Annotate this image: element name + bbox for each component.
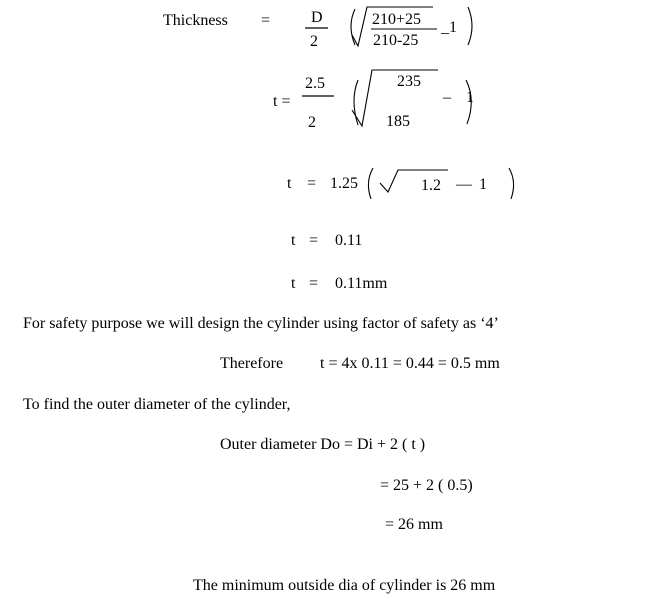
eq2-root-numerator: 235 [397, 73, 421, 90]
safety-factor-sentence: For safety purpose we will design the cylinder using factor of safety as ‘4’ [23, 315, 499, 332]
eq1-root-numerator: 210+25 [372, 11, 422, 28]
eq1-lhs: Thickness [163, 12, 228, 29]
eq2-one: 1 [466, 89, 474, 106]
eq3-lhs: t [287, 175, 292, 192]
eq4-equals: = [309, 232, 319, 249]
eq1-frac-denominator: 2 [310, 33, 318, 50]
therefore-expression: t = 4x 0.11 = 0.44 = 0.5 mm [320, 355, 500, 372]
conclusion-sentence: The minimum outside dia of cylinder is 26 mm [193, 577, 496, 594]
eq5-value: 0.11mm [335, 275, 388, 292]
eq3-root-value: 1.2 [421, 177, 441, 194]
eq1-frac-numerator: D [311, 9, 323, 26]
eq2-root-denominator: 185 [386, 113, 410, 130]
outer-diameter-substitution: = 25 + 2 ( 0.5) [380, 477, 473, 494]
eq1-minus-one: _1 [441, 19, 457, 36]
eq4-lhs: t [291, 232, 296, 249]
eq2-frac-numerator: 2.5 [305, 75, 325, 92]
outer-diameter-result: = 26 mm [385, 516, 443, 533]
outer-diameter-intro: To find the outer diameter of the cylinder, [23, 396, 291, 413]
eq3-minus: — [456, 176, 472, 193]
eq1-root-denominator: 210-25 [373, 32, 419, 49]
eq3-coefficient: 1.25 [330, 175, 358, 192]
eq3-one: 1 [479, 176, 487, 193]
therefore-label: Therefore [220, 355, 284, 372]
eq1-equals: = [261, 12, 271, 29]
eq5-equals: = [309, 275, 319, 292]
eq2-minus: – [443, 89, 451, 106]
outer-diameter-formula: Outer diameter Do = Di + 2 ( t ) [220, 436, 426, 453]
eq2-lhs: t = [273, 93, 291, 110]
eq4-value: 0.11 [335, 232, 363, 249]
eq2-frac-denominator: 2 [308, 114, 316, 131]
eq3-equals: = [307, 175, 317, 192]
eq5-lhs: t [291, 275, 296, 292]
